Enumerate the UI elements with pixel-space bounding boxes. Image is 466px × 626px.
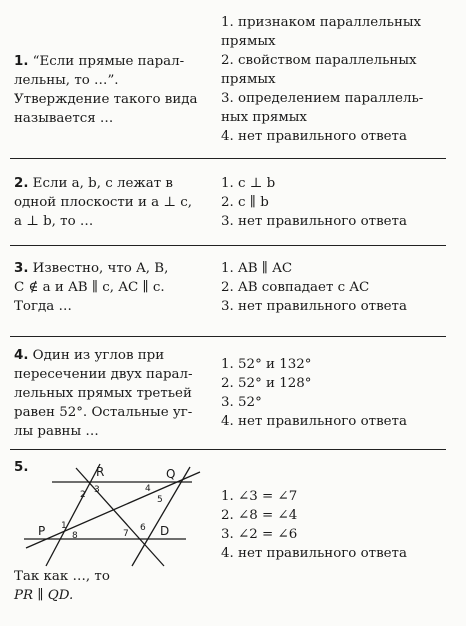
question-4-line-4: равен 52°. Остальные уг- <box>14 405 193 420</box>
question-5-options <box>221 487 443 563</box>
question-5-line-2: PR ∥ QD. <box>14 588 74 603</box>
question-4-option-1[interactable]: 1. 52° и 132° <box>221 357 312 372</box>
divider <box>10 449 446 450</box>
question-4-number: 4. <box>14 348 29 363</box>
divider <box>10 336 446 337</box>
question-4-line-5: лы равны … <box>14 424 99 439</box>
question-3-line-3: Тогда … <box>14 299 72 314</box>
question-3-options <box>221 259 443 316</box>
question-5-line-1: Так как …, то <box>14 569 110 584</box>
question-4-line-1: Один из углов при <box>32 348 165 363</box>
question-3-option-2[interactable]: 2. AB совпадает с AC <box>221 280 370 295</box>
question-2-option-3[interactable]: 3. нет правильного ответа <box>221 214 407 229</box>
question-1-options <box>221 13 443 146</box>
question-5-option-2[interactable]: 2. ∠8 = ∠4 <box>221 508 298 523</box>
question-2-options <box>221 174 443 231</box>
question-4-options <box>221 355 443 431</box>
angle-label: 3 <box>94 485 100 495</box>
question-4-option-4[interactable]: 4. нет правильного ответа <box>221 414 407 429</box>
question-5-option-3[interactable]: 3. ∠2 = ∠6 <box>221 527 298 542</box>
question-4-line-2: пересечении двух парал- <box>14 367 193 382</box>
question-1-option-line[interactable]: 3. определением параллель- <box>221 91 424 106</box>
question-1-line-3: Утверждение такого вида <box>14 92 198 107</box>
question-5-option-1[interactable]: 1. ∠3 = ∠7 <box>221 489 298 504</box>
question-5-text <box>14 567 110 605</box>
question-2-option-1[interactable]: 1. c ⊥ b <box>221 176 276 191</box>
angle-label: 2 <box>80 490 86 500</box>
question-3-option-3[interactable]: 3. нет правильного ответа <box>221 299 407 314</box>
question-1-option-line[interactable]: ных прямых <box>221 110 307 125</box>
question-4-text <box>14 346 193 441</box>
question-1-option-line[interactable]: прямых <box>221 72 276 87</box>
question-3-option-1[interactable]: 1. AB ∥ AC <box>221 261 293 276</box>
question-2-line-3: a ⊥ b, то … <box>14 214 94 229</box>
point-label: P <box>38 524 46 538</box>
question-2-text <box>14 174 192 231</box>
question-3-number: 3. <box>14 261 29 276</box>
divider <box>10 158 446 159</box>
question-4-line-3: лельных прямых третьей <box>14 386 192 401</box>
geometry-figure <box>14 462 214 572</box>
question-3-line-2: C ∉ a и AB ∥ c, AC ∥ c. <box>14 280 165 295</box>
angle-label: 4 <box>145 484 151 494</box>
angle-label: 6 <box>140 523 146 533</box>
angle-label: 7 <box>123 529 129 539</box>
point-label: R <box>96 465 105 479</box>
question-3-line-1: Известно, что A, B, <box>32 261 169 276</box>
point-label: D <box>160 524 170 538</box>
angle-label: 5 <box>157 495 163 505</box>
question-2-line-1: Если a, b, c лежат в <box>32 176 173 191</box>
divider <box>10 245 446 246</box>
angle-label: 1 <box>61 521 67 531</box>
question-1-option-line[interactable]: прямых <box>221 34 276 49</box>
line-pr <box>46 464 100 566</box>
question-4-option-3[interactable]: 3. 52° <box>221 395 262 410</box>
question-2-line-2: одной плоскости и a ⊥ c, <box>14 195 193 210</box>
question-1-line-4: называется … <box>14 111 114 126</box>
question-1-text <box>14 52 198 128</box>
question-1-option-line[interactable]: 2. свойством параллельных <box>221 53 417 68</box>
question-1-option-line[interactable]: 4. нет правильного ответа <box>221 129 407 144</box>
question-1-option-line[interactable]: 1. признаком параллельных <box>221 15 422 30</box>
question-2-option-2[interactable]: 2. c ∥ b <box>221 195 269 210</box>
question-5-number: 5. <box>14 460 29 475</box>
question-3-text <box>14 259 168 316</box>
question-4-option-2[interactable]: 2. 52° и 128° <box>221 376 312 391</box>
angle-label: 8 <box>72 531 78 541</box>
question-1-line-2: лельны, то …”. <box>14 73 119 88</box>
point-label: Q <box>166 467 176 481</box>
question-1-number: 1. <box>14 54 29 69</box>
question-5-option-4[interactable]: 4. нет правильного ответа <box>221 546 407 561</box>
line-rd <box>76 468 164 566</box>
question-1-line-1: “Если прямые парал- <box>32 54 185 69</box>
question-2-number: 2. <box>14 176 29 191</box>
